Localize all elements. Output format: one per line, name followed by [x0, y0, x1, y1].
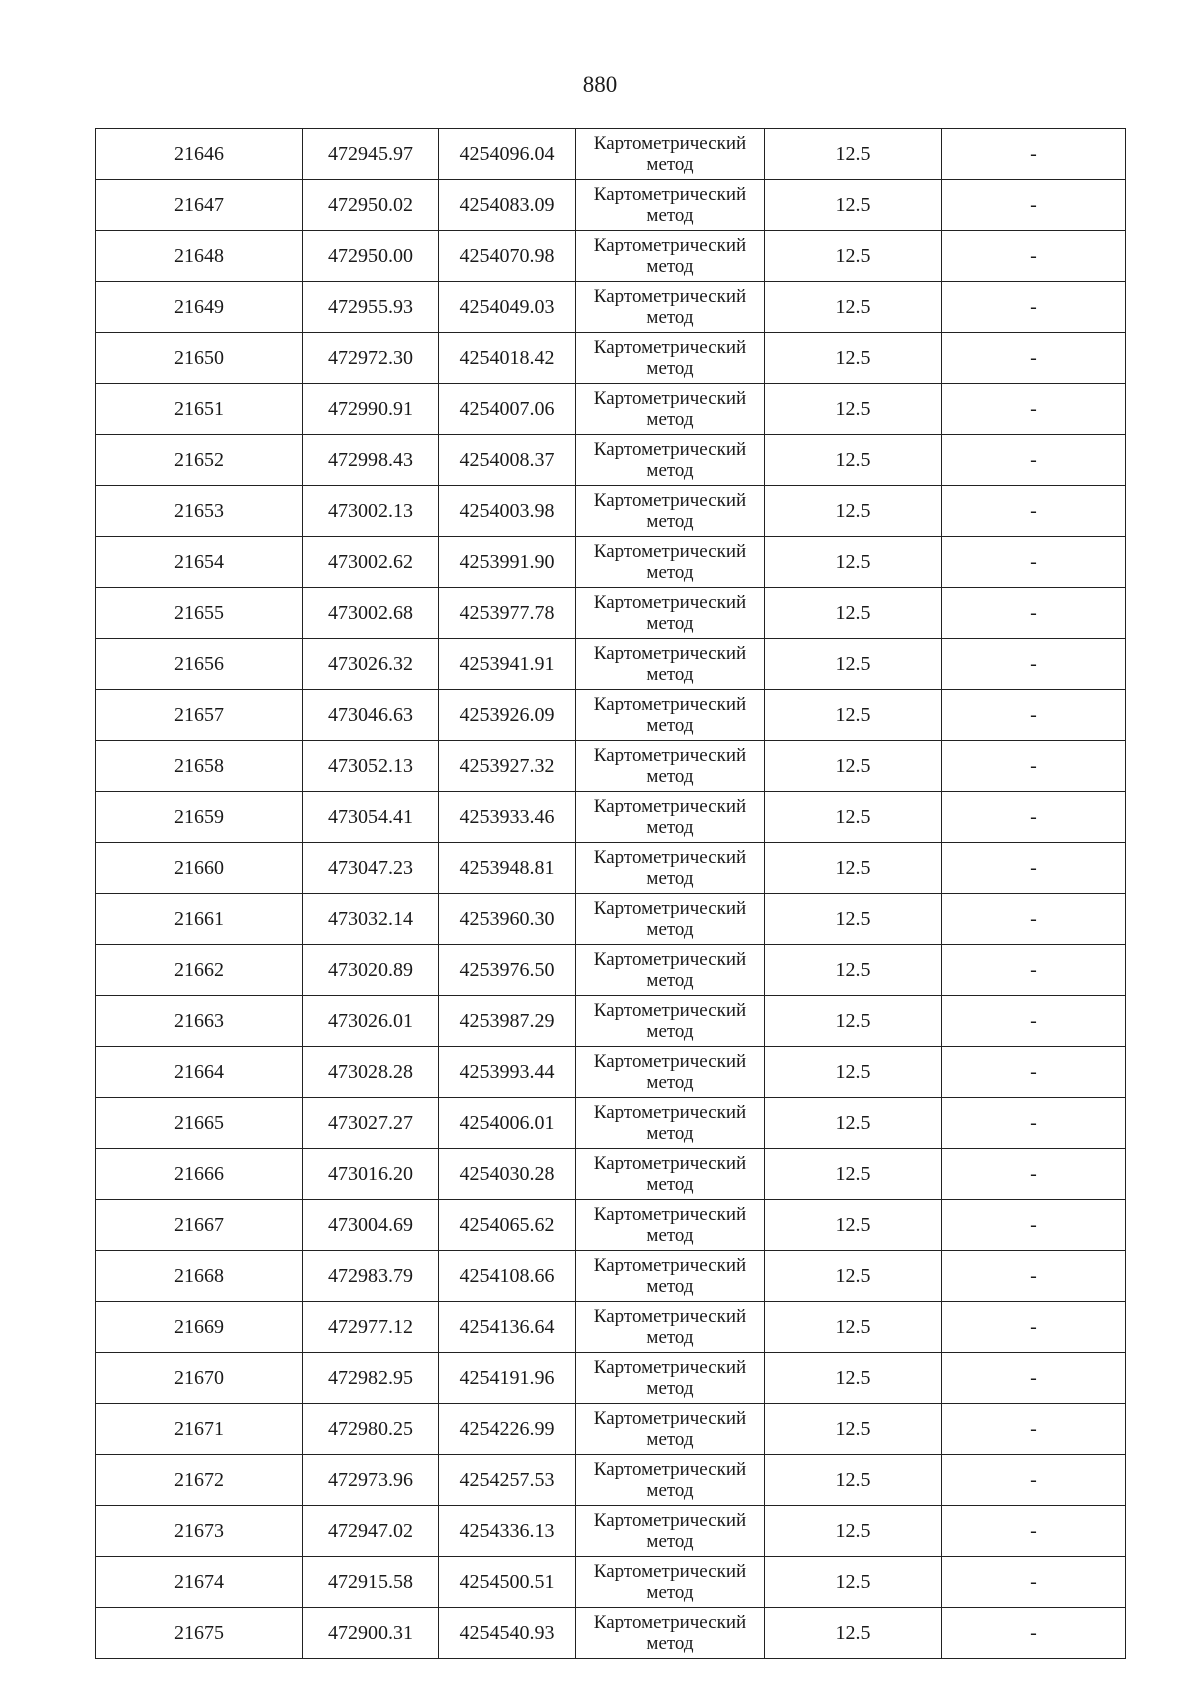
note-cell: - — [942, 843, 1126, 894]
method-text: метод — [646, 1582, 694, 1603]
x-coordinate-cell: 472983.79 — [303, 1251, 439, 1302]
method-cell — [576, 639, 765, 690]
accuracy-cell: 12.5 — [765, 333, 942, 384]
accuracy-cell: 12.5 — [765, 486, 942, 537]
x-coordinate-cell: 473002.62 — [303, 537, 439, 588]
method-text: Картометрический — [593, 439, 747, 460]
method-cell — [576, 1200, 765, 1251]
point-id-cell: 21664 — [96, 1047, 303, 1098]
point-id-cell: 21665 — [96, 1098, 303, 1149]
point-id-cell: 21652 — [96, 435, 303, 486]
method-text: Картометрический — [593, 745, 747, 766]
method-text: метод — [646, 1327, 694, 1348]
coordinates-table — [95, 128, 1126, 1659]
note-cell: - — [942, 1557, 1126, 1608]
x-coordinate-cell: 472982.95 — [303, 1353, 439, 1404]
note-cell: - — [942, 333, 1126, 384]
x-coordinate-cell: 473027.27 — [303, 1098, 439, 1149]
accuracy-cell: 12.5 — [765, 1353, 942, 1404]
method-cell — [576, 537, 765, 588]
table-row — [96, 588, 1126, 639]
x-coordinate-cell: 473016.20 — [303, 1149, 439, 1200]
accuracy-cell: 12.5 — [765, 537, 942, 588]
method-text: Картометрический — [593, 592, 747, 613]
method-cell — [576, 843, 765, 894]
accuracy-cell: 12.5 — [765, 129, 942, 180]
method-text: Картометрический — [593, 898, 747, 919]
note-cell: - — [942, 894, 1126, 945]
table-row — [96, 435, 1126, 486]
x-coordinate-cell: 473028.28 — [303, 1047, 439, 1098]
method-cell — [576, 690, 765, 741]
method-text: метод — [646, 613, 694, 634]
method-text: Картометрический — [593, 235, 747, 256]
y-coordinate-cell: 4254049.03 — [439, 282, 576, 333]
method-cell — [576, 588, 765, 639]
x-coordinate-cell: 472945.97 — [303, 129, 439, 180]
note-cell: - — [942, 1455, 1126, 1506]
note-cell: - — [942, 1098, 1126, 1149]
method-text: Картометрический — [593, 1000, 747, 1021]
point-id-cell: 21674 — [96, 1557, 303, 1608]
table-row — [96, 333, 1126, 384]
point-id-cell: 21663 — [96, 996, 303, 1047]
method-text: метод — [646, 1072, 694, 1093]
note-cell: - — [942, 996, 1126, 1047]
point-id-cell: 21673 — [96, 1506, 303, 1557]
method-cell — [576, 129, 765, 180]
accuracy-cell: 12.5 — [765, 741, 942, 792]
method-text: Картометрический — [593, 949, 747, 970]
y-coordinate-cell: 4253993.44 — [439, 1047, 576, 1098]
x-coordinate-cell: 473047.23 — [303, 843, 439, 894]
point-id-cell: 21649 — [96, 282, 303, 333]
method-text: метод — [646, 766, 694, 787]
method-text: Картометрический — [593, 1459, 747, 1480]
accuracy-cell: 12.5 — [765, 945, 942, 996]
x-coordinate-cell: 473020.89 — [303, 945, 439, 996]
accuracy-cell: 12.5 — [765, 996, 942, 1047]
table-row — [96, 996, 1126, 1047]
y-coordinate-cell: 4254226.99 — [439, 1404, 576, 1455]
point-id-cell: 21650 — [96, 333, 303, 384]
table-row — [96, 1200, 1126, 1251]
point-id-cell: 21660 — [96, 843, 303, 894]
note-cell: - — [942, 1251, 1126, 1302]
y-coordinate-cell: 4253977.78 — [439, 588, 576, 639]
note-cell: - — [942, 588, 1126, 639]
note-cell: - — [942, 231, 1126, 282]
method-cell — [576, 1302, 765, 1353]
table-row — [96, 792, 1126, 843]
table-row — [96, 282, 1126, 333]
accuracy-cell: 12.5 — [765, 384, 942, 435]
method-text: метод — [646, 970, 694, 991]
y-coordinate-cell: 4254065.62 — [439, 1200, 576, 1251]
note-cell: - — [942, 129, 1126, 180]
y-coordinate-cell: 4253948.81 — [439, 843, 576, 894]
method-cell — [576, 894, 765, 945]
method-text: метод — [646, 1378, 694, 1399]
method-text: метод — [646, 205, 694, 226]
method-text: метод — [646, 1123, 694, 1144]
table-row — [96, 1353, 1126, 1404]
point-id-cell: 21668 — [96, 1251, 303, 1302]
y-coordinate-cell: 4254070.98 — [439, 231, 576, 282]
accuracy-cell: 12.5 — [765, 1200, 942, 1251]
method-text: метод — [646, 562, 694, 583]
method-text: Картометрический — [593, 1561, 747, 1582]
y-coordinate-cell: 4254030.28 — [439, 1149, 576, 1200]
table-row — [96, 639, 1126, 690]
accuracy-cell: 12.5 — [765, 1149, 942, 1200]
method-text: Картометрический — [593, 1357, 747, 1378]
point-id-cell: 21667 — [96, 1200, 303, 1251]
method-cell — [576, 1353, 765, 1404]
method-cell — [576, 231, 765, 282]
point-id-cell: 21651 — [96, 384, 303, 435]
method-cell — [576, 1455, 765, 1506]
x-coordinate-cell: 472947.02 — [303, 1506, 439, 1557]
method-cell — [576, 741, 765, 792]
note-cell: - — [942, 945, 1126, 996]
method-text: метод — [646, 1633, 694, 1654]
y-coordinate-cell: 4254336.13 — [439, 1506, 576, 1557]
accuracy-cell: 12.5 — [765, 639, 942, 690]
x-coordinate-cell: 472950.02 — [303, 180, 439, 231]
table-row — [96, 1047, 1126, 1098]
method-text: метод — [646, 919, 694, 940]
y-coordinate-cell: 4254018.42 — [439, 333, 576, 384]
table-row — [96, 486, 1126, 537]
x-coordinate-cell: 473004.69 — [303, 1200, 439, 1251]
x-coordinate-cell: 473054.41 — [303, 792, 439, 843]
note-cell: - — [942, 435, 1126, 486]
method-text: метод — [646, 817, 694, 838]
method-text: Картометрический — [593, 1153, 747, 1174]
accuracy-cell: 12.5 — [765, 1557, 942, 1608]
method-text: Картометрический — [593, 694, 747, 715]
method-cell — [576, 1149, 765, 1200]
note-cell: - — [942, 1302, 1126, 1353]
method-text: метод — [646, 307, 694, 328]
table-row — [96, 384, 1126, 435]
y-coordinate-cell: 4253976.50 — [439, 945, 576, 996]
method-text: Картометрический — [593, 286, 747, 307]
accuracy-cell: 12.5 — [765, 843, 942, 894]
method-cell — [576, 384, 765, 435]
note-cell: - — [942, 792, 1126, 843]
method-text: метод — [646, 664, 694, 685]
method-text: Картометрический — [593, 847, 747, 868]
accuracy-cell: 12.5 — [765, 231, 942, 282]
method-cell — [576, 1608, 765, 1659]
y-coordinate-cell: 4254083.09 — [439, 180, 576, 231]
note-cell: - — [942, 384, 1126, 435]
method-text: метод — [646, 1531, 694, 1552]
y-coordinate-cell: 4254006.01 — [439, 1098, 576, 1149]
y-coordinate-cell: 4253941.91 — [439, 639, 576, 690]
table-row — [96, 1251, 1126, 1302]
x-coordinate-cell: 472972.30 — [303, 333, 439, 384]
table-row — [96, 690, 1126, 741]
method-cell — [576, 1506, 765, 1557]
method-text: Картометрический — [593, 643, 747, 664]
method-cell — [576, 435, 765, 486]
method-text: метод — [646, 1174, 694, 1195]
x-coordinate-cell: 472950.00 — [303, 231, 439, 282]
method-cell — [576, 333, 765, 384]
y-coordinate-cell: 4254108.66 — [439, 1251, 576, 1302]
y-coordinate-cell: 4254008.37 — [439, 435, 576, 486]
y-coordinate-cell: 4254007.06 — [439, 384, 576, 435]
y-coordinate-cell: 4253960.30 — [439, 894, 576, 945]
accuracy-cell: 12.5 — [765, 1404, 942, 1455]
x-coordinate-cell: 472973.96 — [303, 1455, 439, 1506]
method-cell — [576, 486, 765, 537]
note-cell: - — [942, 1404, 1126, 1455]
method-cell — [576, 1098, 765, 1149]
x-coordinate-cell: 472955.93 — [303, 282, 439, 333]
accuracy-cell: 12.5 — [765, 1251, 942, 1302]
x-coordinate-cell: 472980.25 — [303, 1404, 439, 1455]
point-id-cell: 21657 — [96, 690, 303, 741]
method-text: Картометрический — [593, 541, 747, 562]
method-text: Картометрический — [593, 1051, 747, 1072]
accuracy-cell: 12.5 — [765, 792, 942, 843]
method-text: метод — [646, 715, 694, 736]
method-text: метод — [646, 1276, 694, 1297]
point-id-cell: 21671 — [96, 1404, 303, 1455]
point-id-cell: 21656 — [96, 639, 303, 690]
method-cell — [576, 996, 765, 1047]
method-cell — [576, 282, 765, 333]
method-text: метод — [646, 154, 694, 175]
method-text: метод — [646, 868, 694, 889]
method-text: Картометрический — [593, 1612, 747, 1633]
y-coordinate-cell: 4254096.04 — [439, 129, 576, 180]
note-cell: - — [942, 1506, 1126, 1557]
method-text: метод — [646, 1225, 694, 1246]
accuracy-cell: 12.5 — [765, 1455, 942, 1506]
table-row — [96, 1455, 1126, 1506]
x-coordinate-cell: 473026.32 — [303, 639, 439, 690]
table-row — [96, 894, 1126, 945]
x-coordinate-cell: 472990.91 — [303, 384, 439, 435]
x-coordinate-cell: 473002.68 — [303, 588, 439, 639]
table-row — [96, 945, 1126, 996]
accuracy-cell: 12.5 — [765, 1047, 942, 1098]
method-text: метод — [646, 1021, 694, 1042]
table-row — [96, 231, 1126, 282]
note-cell: - — [942, 1149, 1126, 1200]
method-text: метод — [646, 511, 694, 532]
note-cell: - — [942, 1353, 1126, 1404]
method-text: метод — [646, 358, 694, 379]
method-text: Картометрический — [593, 1102, 747, 1123]
method-text: Картометрический — [593, 490, 747, 511]
method-text: метод — [646, 256, 694, 277]
accuracy-cell: 12.5 — [765, 1302, 942, 1353]
point-id-cell: 21648 — [96, 231, 303, 282]
point-id-cell: 21646 — [96, 129, 303, 180]
note-cell: - — [942, 486, 1126, 537]
method-text: Картометрический — [593, 1510, 747, 1531]
method-text: Картометрический — [593, 1408, 747, 1429]
note-cell: - — [942, 1047, 1126, 1098]
y-coordinate-cell: 4254257.53 — [439, 1455, 576, 1506]
accuracy-cell: 12.5 — [765, 1506, 942, 1557]
method-cell — [576, 1404, 765, 1455]
x-coordinate-cell: 473026.01 — [303, 996, 439, 1047]
point-id-cell: 21669 — [96, 1302, 303, 1353]
table-row — [96, 1506, 1126, 1557]
note-cell: - — [942, 639, 1126, 690]
point-id-cell: 21675 — [96, 1608, 303, 1659]
y-coordinate-cell: 4254191.96 — [439, 1353, 576, 1404]
accuracy-cell: 12.5 — [765, 1608, 942, 1659]
point-id-cell: 21659 — [96, 792, 303, 843]
method-text: метод — [646, 409, 694, 430]
method-cell — [576, 180, 765, 231]
x-coordinate-cell: 473052.13 — [303, 741, 439, 792]
y-coordinate-cell: 4254500.51 — [439, 1557, 576, 1608]
table-row — [96, 1149, 1126, 1200]
method-text: метод — [646, 1429, 694, 1450]
x-coordinate-cell: 472915.58 — [303, 1557, 439, 1608]
y-coordinate-cell: 4253991.90 — [439, 537, 576, 588]
accuracy-cell: 12.5 — [765, 1098, 942, 1149]
method-text: Картометрический — [593, 337, 747, 358]
table-row — [96, 1608, 1126, 1659]
y-coordinate-cell: 4254136.64 — [439, 1302, 576, 1353]
x-coordinate-cell: 473046.63 — [303, 690, 439, 741]
x-coordinate-cell: 472977.12 — [303, 1302, 439, 1353]
note-cell: - — [942, 282, 1126, 333]
x-coordinate-cell: 473002.13 — [303, 486, 439, 537]
accuracy-cell: 12.5 — [765, 282, 942, 333]
table-row — [96, 1098, 1126, 1149]
point-id-cell: 21672 — [96, 1455, 303, 1506]
page-number: 880 — [582, 72, 618, 97]
y-coordinate-cell: 4253927.32 — [439, 741, 576, 792]
method-text: Картометрический — [593, 388, 747, 409]
method-cell — [576, 1557, 765, 1608]
table-row — [96, 129, 1126, 180]
note-cell: - — [942, 690, 1126, 741]
y-coordinate-cell: 4253926.09 — [439, 690, 576, 741]
method-cell — [576, 1251, 765, 1302]
accuracy-cell: 12.5 — [765, 690, 942, 741]
point-id-cell: 21666 — [96, 1149, 303, 1200]
table-row — [96, 1557, 1126, 1608]
point-id-cell: 21670 — [96, 1353, 303, 1404]
method-text: метод — [646, 1480, 694, 1501]
note-cell: - — [942, 537, 1126, 588]
point-id-cell: 21658 — [96, 741, 303, 792]
table-row — [96, 537, 1126, 588]
x-coordinate-cell: 472900.31 — [303, 1608, 439, 1659]
method-cell — [576, 945, 765, 996]
table-row — [96, 741, 1126, 792]
table-row — [96, 1404, 1126, 1455]
accuracy-cell: 12.5 — [765, 894, 942, 945]
method-text: Картометрический — [593, 184, 747, 205]
x-coordinate-cell: 472998.43 — [303, 435, 439, 486]
point-id-cell: 21654 — [96, 537, 303, 588]
point-id-cell: 21647 — [96, 180, 303, 231]
point-id-cell: 21662 — [96, 945, 303, 996]
method-cell — [576, 792, 765, 843]
note-cell: - — [942, 741, 1126, 792]
method-text: Картометрический — [593, 1306, 747, 1327]
x-coordinate-cell: 473032.14 — [303, 894, 439, 945]
method-text: метод — [646, 460, 694, 481]
point-id-cell: 21653 — [96, 486, 303, 537]
method-text: Картометрический — [593, 796, 747, 817]
note-cell: - — [942, 1608, 1126, 1659]
accuracy-cell: 12.5 — [765, 180, 942, 231]
table-row — [96, 843, 1126, 894]
method-cell — [576, 1047, 765, 1098]
y-coordinate-cell: 4253933.46 — [439, 792, 576, 843]
y-coordinate-cell: 4253987.29 — [439, 996, 576, 1047]
point-id-cell: 21655 — [96, 588, 303, 639]
method-text: Картометрический — [593, 1255, 747, 1276]
method-text: Картометрический — [593, 1204, 747, 1225]
note-cell: - — [942, 180, 1126, 231]
method-text: Картометрический — [593, 133, 747, 154]
point-id-cell: 21661 — [96, 894, 303, 945]
y-coordinate-cell: 4254003.98 — [439, 486, 576, 537]
note-cell: - — [942, 1200, 1126, 1251]
table-row — [96, 1302, 1126, 1353]
accuracy-cell: 12.5 — [765, 588, 942, 639]
y-coordinate-cell: 4254540.93 — [439, 1608, 576, 1659]
coordinates-table-body — [96, 129, 1126, 1659]
accuracy-cell: 12.5 — [765, 435, 942, 486]
table-row — [96, 180, 1126, 231]
